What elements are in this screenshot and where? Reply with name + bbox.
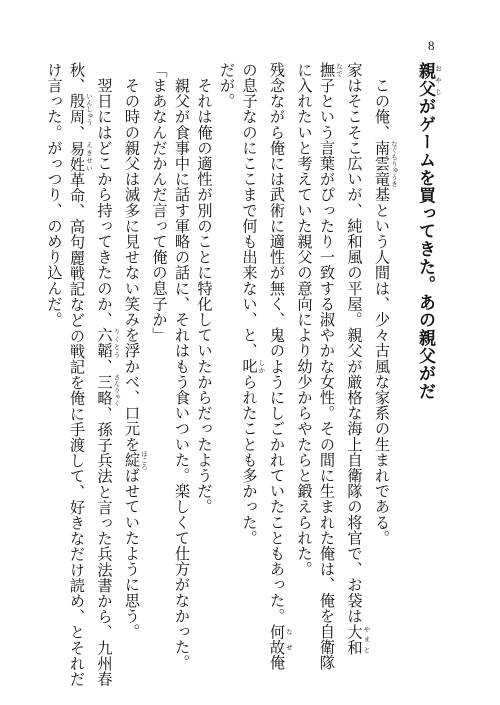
text-line xyxy=(343,62,371,662)
ruby-reading: えきせい xyxy=(85,140,93,172)
ruby-reading: なで xyxy=(335,62,343,78)
text-segment: られたことも多かった。 xyxy=(240,374,259,546)
ruby-reading: いんしゅう xyxy=(85,92,93,126)
ruby-reading: さんりゃく xyxy=(112,373,121,407)
ruby-annotation xyxy=(345,623,371,655)
text-segment: ばせていたように思う。 xyxy=(123,467,141,640)
text-line xyxy=(371,62,399,662)
ruby-annotation xyxy=(318,62,343,78)
heading-ruby-reading: おやじ xyxy=(434,62,442,98)
text-segment: 、 xyxy=(95,358,114,375)
text-segment: その時の親父は滅多に見せない笑みを浮かべ、口元を xyxy=(123,62,141,452)
text-line xyxy=(66,62,94,687)
ruby-base: 綻 xyxy=(123,450,141,470)
text-segment: この俺、 xyxy=(373,62,391,140)
ruby-annotation xyxy=(268,623,293,655)
text-line xyxy=(93,62,121,687)
chapter-heading xyxy=(408,62,442,662)
heading-ruby xyxy=(415,62,442,98)
ruby-annotation xyxy=(95,327,121,359)
text-segment: に入れたいと考えていた親父の意向により幼少からやたらと鍛えられた。 xyxy=(295,62,314,577)
text-line xyxy=(216,62,239,662)
text-line xyxy=(43,62,66,662)
text-segment: 基という人間は、少々古風な家系の生まれである。 xyxy=(373,186,391,546)
text-line xyxy=(266,62,294,671)
text-segment: 「まあなんだかんだ言って俺の息子か」 xyxy=(150,62,169,343)
ruby-base: 三略 xyxy=(95,373,114,407)
text-segment: 秋、 xyxy=(68,62,86,94)
ruby-annotation xyxy=(68,92,93,126)
ruby-base: 叱 xyxy=(240,358,259,375)
text-segment: 、孫子兵法と言った兵法書から、九州春 xyxy=(95,405,114,687)
text-segment: 翌日にはどこから持ってきたのか、 xyxy=(95,62,114,328)
heading-text-after: がゲームを買ってきた。あの親父がだ xyxy=(415,97,435,401)
ruby-annotation xyxy=(68,140,93,172)
text-segment: それは俺の適性が別のことに特化していたからだったようだ。 xyxy=(195,62,214,515)
text-line xyxy=(193,62,216,662)
ruby-base: 六韜 xyxy=(95,327,114,359)
ruby-base: 何故 xyxy=(268,623,286,655)
ruby-reading: りくとう xyxy=(112,327,121,359)
text-line xyxy=(171,62,194,671)
ruby-base: 大和 xyxy=(345,623,364,655)
ruby-annotation xyxy=(123,450,148,470)
ruby-base: 殷周 xyxy=(68,92,86,126)
text-segment: だが。 xyxy=(218,62,236,109)
ruby-base: 易姓 xyxy=(68,140,86,172)
ruby-reading: ほころ xyxy=(140,450,148,470)
text-line xyxy=(293,62,316,662)
page-number: 8 xyxy=(428,38,435,53)
ruby-reading: しか xyxy=(257,358,266,374)
text-line xyxy=(238,62,266,662)
ruby-annotation xyxy=(240,358,266,375)
text-line xyxy=(316,62,344,671)
ruby-annotation xyxy=(373,140,398,187)
text-segment: 、 xyxy=(68,125,86,141)
text-segment: 革命、高句麗戦記などの戦記を俺に手渡して、好きなだけ読め、とそれだ xyxy=(68,171,86,687)
text-segment: の息子なのにここまで何も出来ない、と、 xyxy=(240,62,259,359)
text-segment: 家はそこそこ広いが、純和風の平屋。親父が厳格な海上自衛隊の将官で、お袋は xyxy=(345,62,364,624)
text-segment: 俺 xyxy=(268,654,286,671)
ruby-base: 撫 xyxy=(318,62,336,78)
text-line xyxy=(121,62,149,662)
ruby-reading: なぐもりゅうき xyxy=(390,140,398,187)
text-segment: 子という言葉がぴったり一致する淑やかな女性。その間に生まれた俺は、俺を自衛隊 xyxy=(318,77,336,671)
novel-text-block xyxy=(43,62,442,687)
text-line xyxy=(148,62,171,662)
text-segment: 残念ながら俺には武術に適性が無く、鬼のようにしごかれていたこともあった。 xyxy=(268,62,286,624)
text-segment: 親父が食事中に話す軍略の話に、それはもう食いついた。楽しくて仕方がなかった。 xyxy=(173,62,191,671)
ruby-reading: やまと xyxy=(362,623,371,655)
ruby-base: 南雲竜 xyxy=(373,140,391,187)
ruby-annotation xyxy=(95,373,121,407)
text-segment: け言った。がっつり、のめり込んだ。 xyxy=(45,62,64,328)
heading-ruby-base: 親父 xyxy=(415,62,435,98)
ruby-reading: なぜ xyxy=(285,623,293,655)
body-lines xyxy=(43,62,398,687)
